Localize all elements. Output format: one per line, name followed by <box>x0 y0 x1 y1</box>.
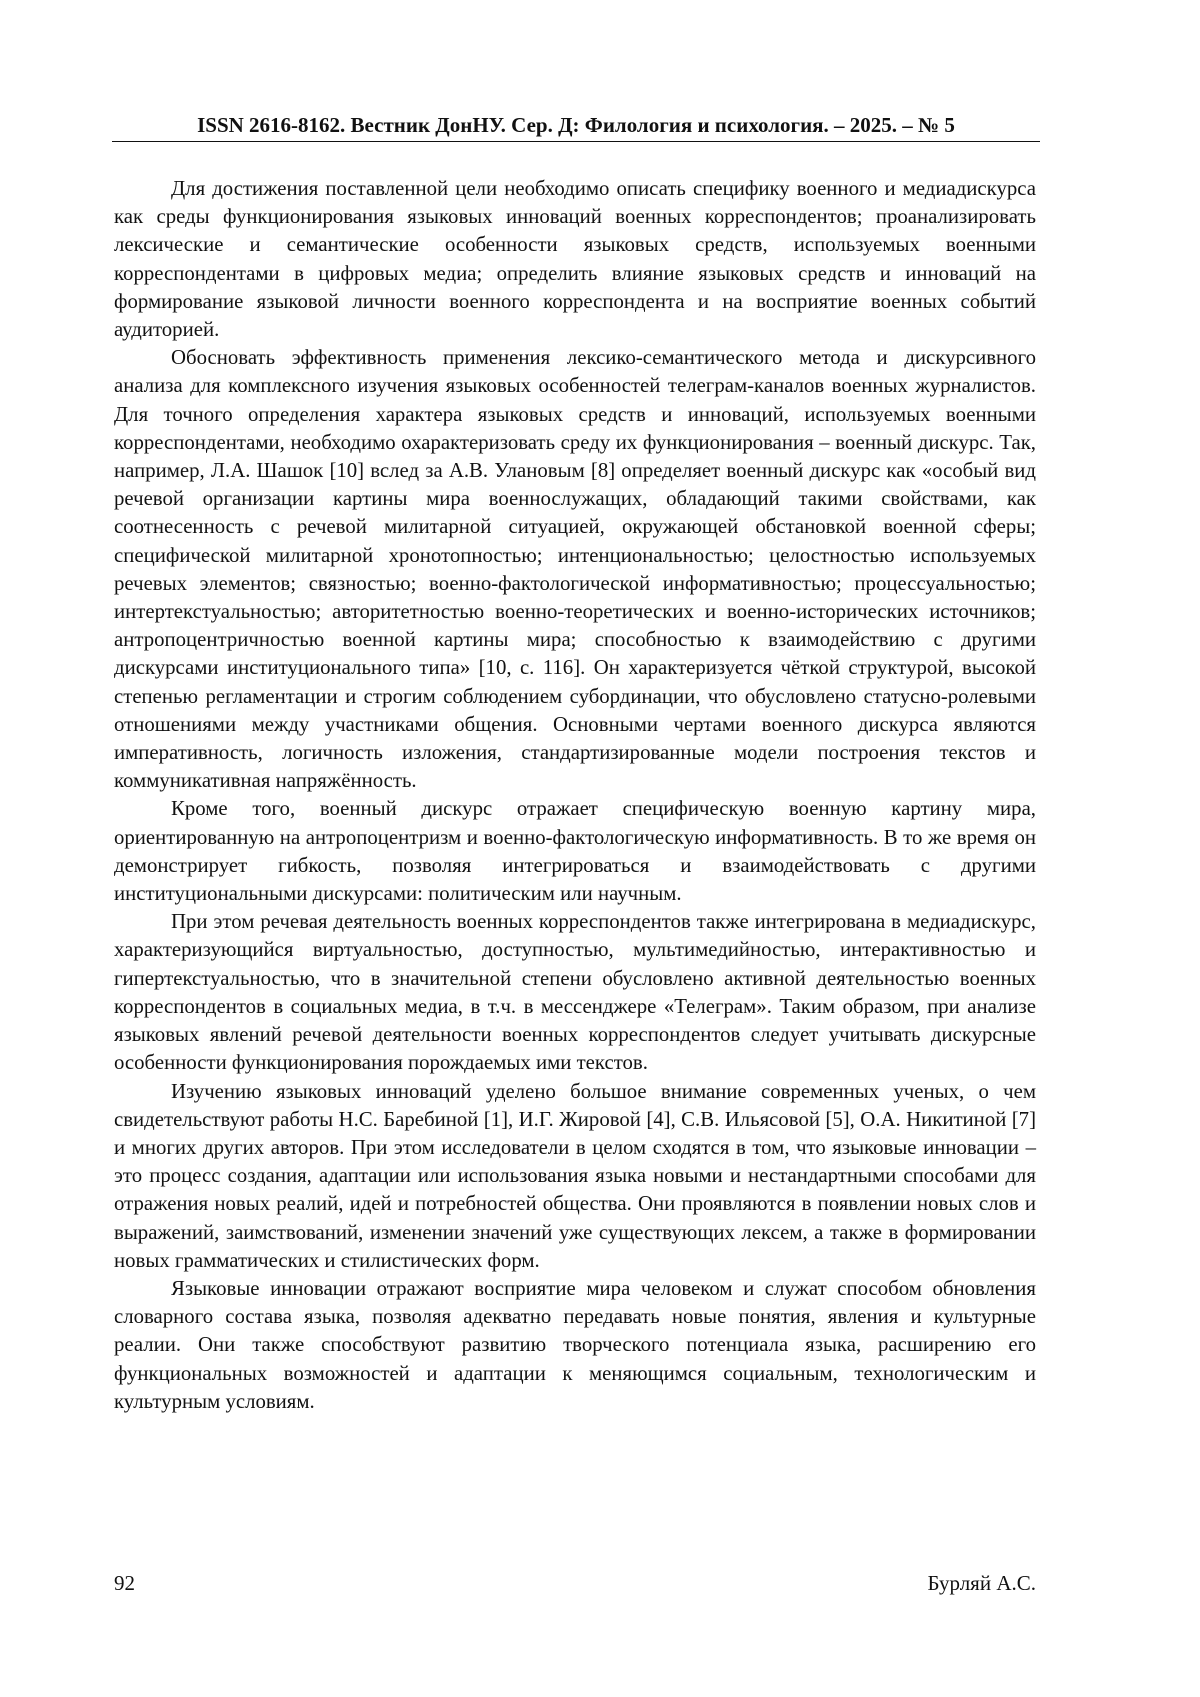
paragraph-4: При этом речевая деятельность военных корреспондентов также интегрирована в медиадискурс, характеризующийся виртуальностью, доступностью, мультимедийностью, интерактивностью и гипертекстуальностью, что в значительной степени обусловлено активной деятельностью военных корреспондентов в социальных медиа, в т.ч. в мессенджере «Телеграм». Таким образом, при анализе языковых явлений речевой деятельности военных корреспондентов следует учитывать дискурсные особенности функционирования порождаемых ими текстов. <box>114 910 1036 1075</box>
running-header: ISSN 2616-8162. Вестник ДонНУ. Сер. Д: Филология и психология. – 2025. – № 5 <box>112 112 1040 142</box>
author-name: Бурляй А.С. <box>927 1571 1036 1595</box>
page-number: 92 <box>114 1571 135 1595</box>
paragraph-5: Изучению языковых инноваций уделено большое внимание современных ученых, о чем свидетельствуют работы Н.С. Баребиной [1], И.Г. Жировой [4], С.В. Ильясовой [5], О.А. Никитиной [7] и многих других авторов. При этом исследователи в целом сходятся в том, что языковые инновации – это процесс создания, адаптации или использования языка новыми и нестандартными способами для отражения новых реалий, идей и потребностей общества. Они проявляются в появлении новых слов и выражений, заимствований, изменении значений уже существующих лексем, а также в формировании новых грамматических и стилистических форм. <box>114 1079 1036 1272</box>
paragraph-2: Обосновать эффективность применения лексико-семантического метода и дискурсивного анализа для комплексного изучения языковых особенностей телеграм-каналов военных журналистов. Для точного определения характера языковых средств и инноваций, используемых военными корреспондентами, необходимо охарактеризовать среду их функционирования – военный дискурс. Так, например, Л.А. Шашок [10] вслед за А.В. Улановым [8] определяет военный дискурс как «особый вид речевой организации картины мира военнослужащих, обладающий такими свойствами, как соотнесенность с речевой милитарной ситуацией, окружающей обстановкой военной сферы; специфической милитарной хронотопностью; интенциональностью; целостностью используемых речевых элементов; связностью; военно-фактологической информативностью; процессуальностью; интертекстуальностью; авторитетностью военно-теоретических и военно-исторических источников; антропоцентричностью военной картины мира; способностью к взаимодействию с другими дискурсами институционального типа» [10, с. 116]. Он характеризуется чёткой структурой, высокой степенью регламентации и строгим соблюдением субординации, что обусловлено статусно-ролевыми отношениями между участниками общения. Основными чертами военного дискурса являются императивность, логичность изложения, стандартизированные модели построения текстов и коммуникативная напряжённость. <box>114 346 1036 793</box>
paragraph-3: Кроме того, военный дискурс отражает специфическую военную картину мира, ориентированную на антропоцентризм и военно-фактологическую информативность. В то же время он демонстрирует гибкость, позволяя интегрироваться и взаимодействовать с другими институциональными дискурсами: политическим или научным. <box>114 797 1036 906</box>
paragraph-1: Для достижения поставленной цели необходимо описать специфику военного и медиадискурса как среды функционирования языковых инноваций военных корреспондентов; проанализировать лексические и семантические особенности языковых средств, используемых военными корреспондентами в цифровых медиа; определить влияние языковых средств и инноваций на формирование языковой личности военного корреспондента и на восприятие военных событий аудиторией. <box>114 177 1036 342</box>
paragraph-6: Языковые инновации отражают восприятие мира человеком и служат способом обновления словарного состава языка, позволяя адекватно передавать новые понятия, явления и культурные реалии. Они также способствуют развитию творческого потенциала языка, расширению его функциональных возможностей и адаптации к меняющимся социальным, технологическим и культурным условиям. <box>114 1276 1036 1413</box>
article-body <box>114 175 1036 1416</box>
